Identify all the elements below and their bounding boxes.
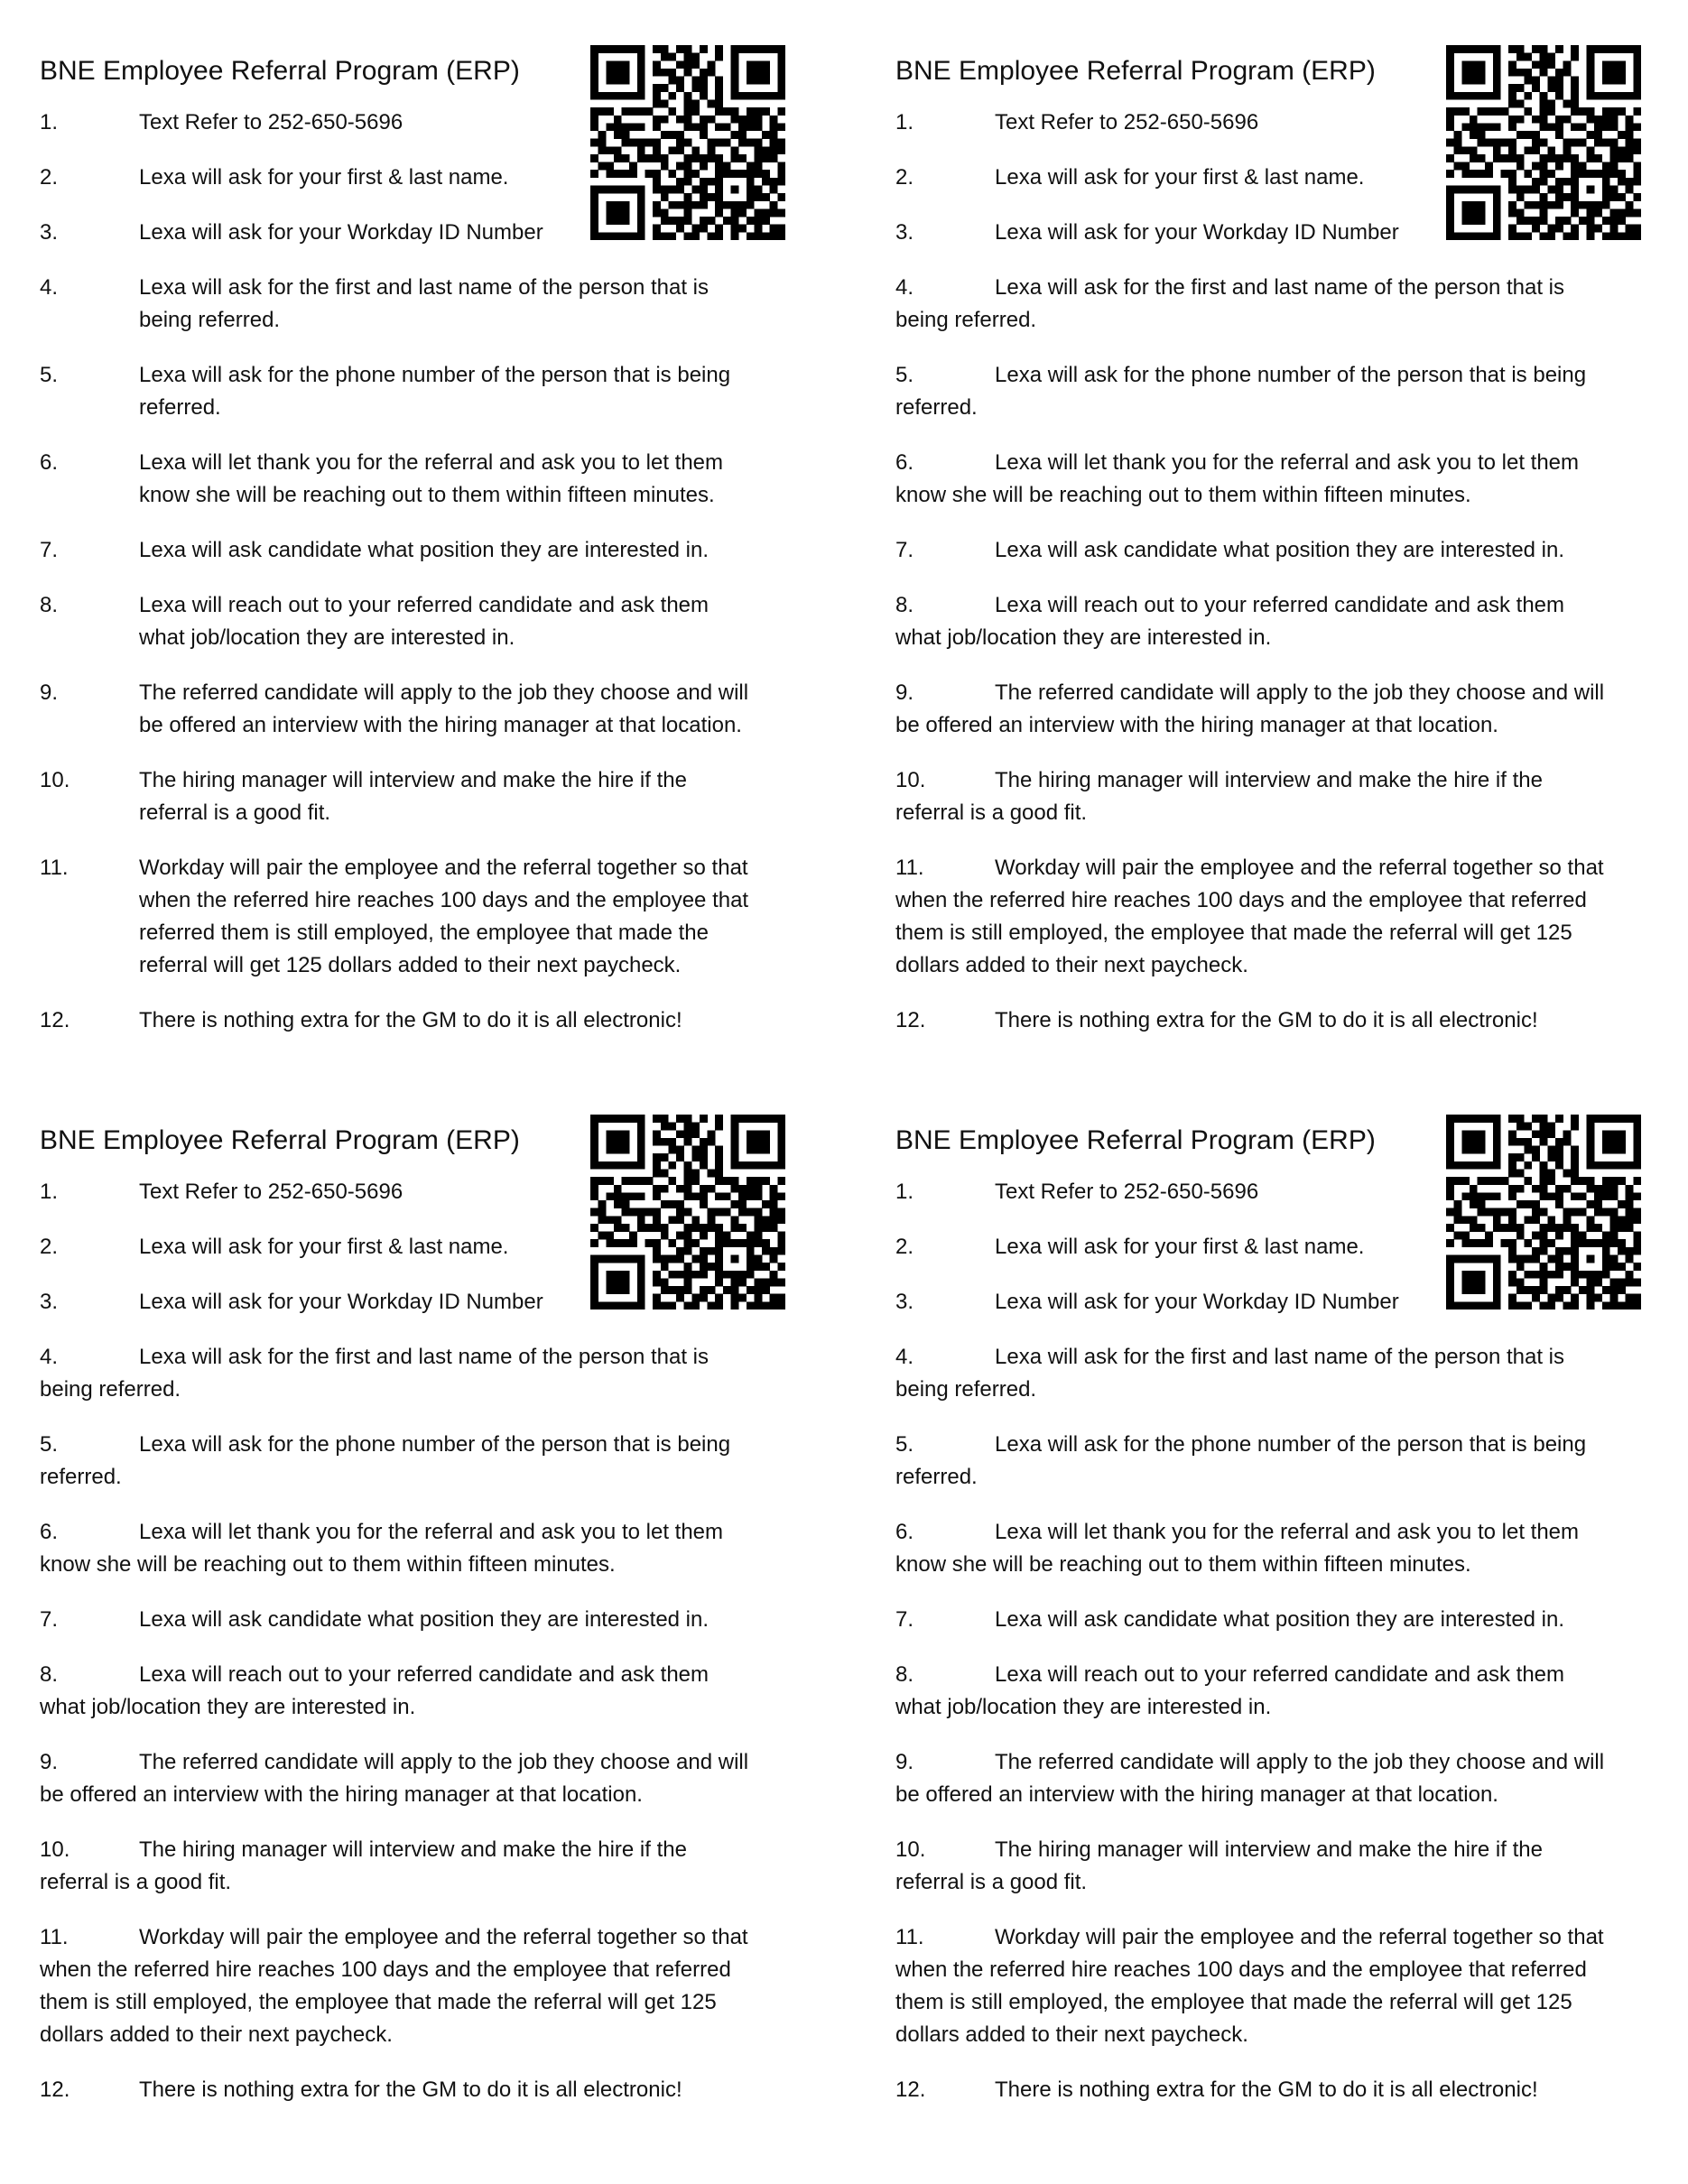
step-text-line: referral will get 125 dollars added to their next paycheck.	[139, 953, 682, 977]
step-item	[40, 1604, 816, 1636]
step-item	[40, 1004, 816, 1037]
step-text-line: Lexa will ask candidate what position they are interested in.	[139, 538, 710, 562]
step-number: 9.	[895, 680, 914, 705]
step-text-line: Text Refer to 252-650-5696	[995, 1180, 1259, 1204]
card-title: BNE Employee Referral Program (ERP)	[895, 56, 1376, 86]
step-item	[895, 272, 1672, 337]
step-item	[40, 1834, 816, 1899]
step-text-line: referral is a good fit.	[895, 800, 1088, 825]
step-text-line: Lexa will let thank you for the referral and ask you to let them	[139, 1520, 724, 1544]
step-text-line: The hiring manager will interview and make the hire if the	[995, 768, 1543, 792]
step-text-line: dollars added to their next paycheck.	[895, 953, 1248, 977]
step-text-line: Lexa will ask for your Workday ID Number	[139, 220, 543, 245]
step-text-line: when the referred hire reaches 100 days and the employee that	[139, 888, 749, 912]
step-item	[895, 1659, 1672, 1724]
step-text-line: what job/location they are interested in.	[895, 625, 1272, 650]
step-item	[40, 1746, 816, 1811]
steps-list	[40, 1176, 816, 2129]
step-number: 10.	[40, 1837, 70, 1862]
step-item	[895, 852, 1672, 982]
step-text-line: be offered an interview with the hiring manager at that location.	[895, 1782, 1498, 1807]
step-text-line: Text Refer to 252-650-5696	[139, 1180, 403, 1204]
step-text-line: The hiring manager will interview and make the hire if the	[995, 1837, 1543, 1862]
step-item	[895, 1231, 1672, 1263]
step-text-line: Lexa will ask for your Workday ID Number	[995, 1290, 1399, 1314]
step-item	[40, 764, 816, 829]
step-text-line: what job/location they are interested in.	[40, 1695, 416, 1719]
step-text-line: being referred.	[40, 1377, 181, 1402]
step-item	[895, 589, 1672, 654]
step-item	[40, 852, 816, 982]
step-number: 2.	[40, 165, 59, 190]
step-item	[40, 162, 816, 194]
step-text-line: being referred.	[895, 308, 1037, 332]
step-item	[895, 1516, 1672, 1581]
step-number: 9.	[40, 1750, 59, 1774]
step-number: 6.	[40, 1520, 59, 1544]
step-item	[895, 447, 1672, 512]
step-text-line: referred them is still employed, the employee that made the	[139, 921, 709, 945]
step-text-line: Lexa will ask candidate what position they are interested in.	[139, 1607, 710, 1632]
step-text-line: them is still employed, the employee that made the referral will get 125	[895, 1990, 1572, 2014]
step-item	[895, 217, 1672, 249]
steps-list	[40, 106, 816, 1060]
step-text-line: The referred candidate will apply to the job they choose and will	[995, 1750, 1605, 1774]
step-number: 12.	[40, 1008, 70, 1032]
step-text-line: Lexa will ask for your first & last name.	[139, 165, 509, 190]
step-text-line: Lexa will ask candidate what position they are interested in.	[995, 1607, 1565, 1632]
step-text-line: Lexa will ask for your first & last name.	[995, 1235, 1365, 1259]
step-number: 6.	[40, 450, 59, 475]
step-item	[895, 106, 1672, 139]
step-item	[40, 2074, 816, 2106]
step-text-line: Lexa will ask for the phone number of the person that is being	[139, 363, 731, 387]
step-text-line: them is still employed, the employee that made the referral will get 125	[895, 921, 1572, 945]
step-number: 5.	[40, 363, 59, 387]
step-number: 12.	[895, 2078, 926, 2102]
step-number: 10.	[895, 1837, 926, 1862]
step-number: 8.	[895, 1662, 914, 1687]
step-number: 1.	[895, 1180, 914, 1204]
step-item	[895, 534, 1672, 567]
step-text-line: Workday will pair the employee and the referral together so that	[139, 1925, 748, 1949]
card-title: BNE Employee Referral Program (ERP)	[895, 1125, 1376, 1155]
step-item	[895, 1286, 1672, 1319]
step-text-line: when the referred hire reaches 100 days and the employee that referred	[895, 888, 1587, 912]
step-text-line: Lexa will let thank you for the referral and ask you to let them	[995, 450, 1580, 475]
step-text-line: dollars added to their next paycheck.	[40, 2022, 393, 2047]
step-number: 3.	[895, 220, 914, 245]
step-number: 12.	[895, 1008, 926, 1032]
step-item	[895, 2074, 1672, 2106]
step-text-line: Lexa will ask for your Workday ID Number	[139, 1290, 543, 1314]
step-item	[40, 1921, 816, 2051]
step-text-line: Workday will pair the employee and the referral together so that	[139, 856, 748, 880]
step-item	[40, 1659, 816, 1724]
step-text-line: referral is a good fit.	[139, 800, 331, 825]
referral-card-top-left	[40, 45, 816, 1092]
step-number: 3.	[895, 1290, 914, 1314]
step-text-line: know she will be reaching out to them within fifteen minutes.	[40, 1552, 616, 1577]
step-number: 7.	[40, 1607, 59, 1632]
step-text-line: Lexa will reach out to your referred candidate and ask them	[995, 1662, 1565, 1687]
step-item	[40, 1176, 816, 1208]
step-text-line: know she will be reaching out to them within fifteen minutes.	[895, 483, 1471, 507]
step-text-line: know she will be reaching out to them within fifteen minutes.	[895, 1552, 1471, 1577]
step-text-line: know she will be reaching out to them within fifteen minutes.	[139, 483, 715, 507]
step-number: 2.	[895, 1235, 914, 1259]
card-title: BNE Employee Referral Program (ERP)	[40, 1125, 520, 1155]
step-text-line: Text Refer to 252-650-5696	[139, 110, 403, 134]
step-text-line: referred.	[40, 1465, 122, 1489]
step-text-line: Lexa will ask for the first and last name of the person that is	[139, 275, 709, 300]
steps-list	[895, 106, 1672, 1060]
step-item	[895, 764, 1672, 829]
step-text-line: referral is a good fit.	[895, 1870, 1088, 1894]
step-item	[895, 677, 1672, 742]
step-text-line: when the referred hire reaches 100 days and the employee that referred	[40, 1957, 731, 1982]
referral-card-bottom-right	[895, 1115, 1672, 2161]
step-item	[40, 106, 816, 139]
step-number: 11.	[895, 1925, 924, 1949]
step-number: 8.	[40, 593, 59, 617]
step-item	[895, 1834, 1672, 1899]
step-text-line: referred.	[895, 1465, 978, 1489]
step-text-line: Lexa will ask for your Workday ID Number	[995, 220, 1399, 245]
step-text-line: referral is a good fit.	[40, 1870, 232, 1894]
step-text-line: be offered an interview with the hiring manager at that location.	[40, 1782, 643, 1807]
step-number: 5.	[40, 1432, 59, 1457]
step-text-line: Lexa will reach out to your referred candidate and ask them	[139, 1662, 710, 1687]
step-number: 8.	[895, 593, 914, 617]
step-number: 4.	[40, 1345, 59, 1369]
step-text-line: referred.	[139, 395, 221, 420]
step-item	[40, 1516, 816, 1581]
step-number: 1.	[40, 1180, 59, 1204]
step-text-line: The referred candidate will apply to the job they choose and will	[995, 680, 1605, 705]
card-title: BNE Employee Referral Program (ERP)	[40, 56, 520, 86]
step-item	[895, 1429, 1672, 1494]
referral-card-top-right	[895, 45, 1672, 1092]
step-item	[895, 1341, 1672, 1406]
step-item	[40, 589, 816, 654]
step-text-line: when the referred hire reaches 100 days and the employee that referred	[895, 1957, 1587, 1982]
step-text-line: be offered an interview with the hiring manager at that location.	[139, 713, 742, 737]
step-text-line: Lexa will ask for the phone number of the person that is being	[139, 1432, 731, 1457]
step-number: 2.	[40, 1235, 59, 1259]
step-text-line: Lexa will reach out to your referred candidate and ask them	[995, 593, 1565, 617]
step-number: 11.	[40, 1925, 69, 1949]
step-text-line: being referred.	[139, 308, 281, 332]
step-number: 3.	[40, 220, 59, 245]
step-text-line: them is still employed, the employee that made the referral will get 125	[40, 1990, 717, 2014]
referral-card-bottom-left	[40, 1115, 816, 2161]
step-item	[895, 1921, 1672, 2051]
step-number: 7.	[895, 538, 914, 562]
step-number: 7.	[40, 538, 59, 562]
step-number: 5.	[895, 363, 914, 387]
step-number: 10.	[895, 768, 926, 792]
step-number: 12.	[40, 2078, 70, 2102]
step-text-line: The referred candidate will apply to the job they choose and will	[139, 680, 749, 705]
step-text-line: what job/location they are interested in.	[895, 1695, 1272, 1719]
step-text-line: The referred candidate will apply to the job they choose and will	[139, 1750, 749, 1774]
step-text-line: Lexa will ask for the phone number of the person that is being	[995, 1432, 1587, 1457]
step-item	[895, 359, 1672, 424]
step-number: 3.	[40, 1290, 59, 1314]
step-number: 10.	[40, 768, 70, 792]
step-text-line: There is nothing extra for the GM to do it is all electronic!	[139, 1008, 682, 1032]
step-text-line: Lexa will ask for your first & last name.	[995, 165, 1365, 190]
step-number: 9.	[895, 1750, 914, 1774]
step-text-line: Lexa will let thank you for the referral and ask you to let them	[995, 1520, 1580, 1544]
step-text-line: Lexa will ask for the first and last name of the person that is	[995, 1345, 1564, 1369]
step-item	[40, 1231, 816, 1263]
steps-list	[895, 1176, 1672, 2129]
step-number: 6.	[895, 450, 914, 475]
step-text-line: Workday will pair the employee and the referral together so that	[995, 1925, 1604, 1949]
step-number: 4.	[895, 1345, 914, 1369]
step-text-line: Lexa will ask for the first and last name of the person that is	[995, 275, 1564, 300]
step-number: 4.	[895, 275, 914, 300]
step-item	[40, 677, 816, 742]
step-text-line: referred.	[895, 395, 978, 420]
step-item	[895, 162, 1672, 194]
step-number: 7.	[895, 1607, 914, 1632]
step-text-line: being referred.	[895, 1377, 1037, 1402]
step-item	[40, 534, 816, 567]
step-number: 4.	[40, 275, 59, 300]
step-text-line: The hiring manager will interview and make the hire if the	[139, 1837, 687, 1862]
step-number: 2.	[895, 165, 914, 190]
step-text-line: Workday will pair the employee and the referral together so that	[995, 856, 1604, 880]
step-text-line: be offered an interview with the hiring manager at that location.	[895, 713, 1498, 737]
step-item	[895, 1604, 1672, 1636]
step-text-line: There is nothing extra for the GM to do it is all electronic!	[139, 2078, 682, 2102]
step-item	[40, 217, 816, 249]
step-text-line: Lexa will ask for the first and last name of the person that is	[139, 1345, 709, 1369]
step-text-line: Text Refer to 252-650-5696	[995, 110, 1259, 134]
step-number: 8.	[40, 1662, 59, 1687]
step-item	[40, 1429, 816, 1494]
step-text-line: dollars added to their next paycheck.	[895, 2022, 1248, 2047]
step-item	[40, 359, 816, 424]
step-text-line: Lexa will let thank you for the referral and ask you to let them	[139, 450, 724, 475]
step-number: 5.	[895, 1432, 914, 1457]
step-text-line: Lexa will ask for the phone number of the person that is being	[995, 363, 1587, 387]
step-number: 9.	[40, 680, 59, 705]
step-text-line: Lexa will reach out to your referred candidate and ask them	[139, 593, 710, 617]
step-item	[40, 1341, 816, 1406]
step-text-line: Lexa will ask for your first & last name.	[139, 1235, 509, 1259]
step-number: 6.	[895, 1520, 914, 1544]
step-number: 1.	[40, 110, 59, 134]
step-number: 1.	[895, 110, 914, 134]
step-item	[895, 1746, 1672, 1811]
step-text-line: Lexa will ask candidate what position they are interested in.	[995, 538, 1565, 562]
step-number: 11.	[895, 856, 924, 880]
step-text-line: The hiring manager will interview and make the hire if the	[139, 768, 687, 792]
step-text-line: There is nothing extra for the GM to do it is all electronic!	[995, 1008, 1538, 1032]
step-text-line: There is nothing extra for the GM to do it is all electronic!	[995, 2078, 1538, 2102]
step-text-line: what job/location they are interested in.	[139, 625, 515, 650]
step-number: 11.	[40, 856, 69, 880]
step-item	[895, 1176, 1672, 1208]
step-item	[40, 1286, 816, 1319]
step-item	[895, 1004, 1672, 1037]
step-item	[40, 447, 816, 512]
step-item	[40, 272, 816, 337]
